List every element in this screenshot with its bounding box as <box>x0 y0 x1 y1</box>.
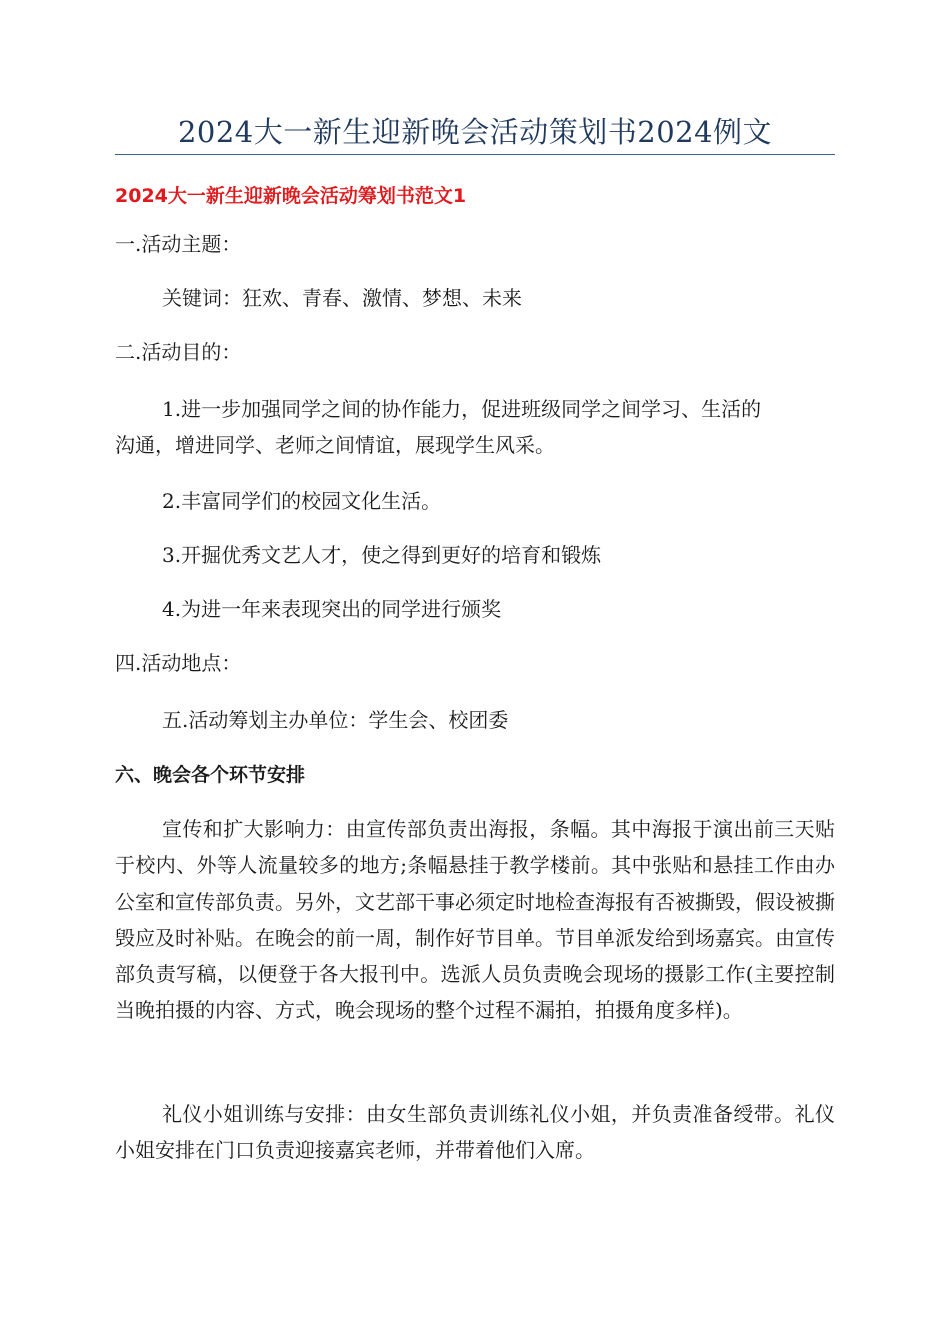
purpose-item-4: 4.为进一年来表现突出的同学进行颁奖 <box>162 597 502 621</box>
section-heading-theme: 一.活动主题： <box>115 232 242 256</box>
section-heading-purpose: 二.活动目的： <box>115 340 242 364</box>
section-heading-schedule: 六、晚会各个环节安排 <box>115 764 306 786</box>
title-underline <box>115 154 835 155</box>
subtitle: 2024大一新生迎新晚会活动筹划书范文1 <box>115 185 467 207</box>
section-heading-location: 四.活动地点： <box>115 651 242 675</box>
publicity-paragraph: 宣传和扩大影响力：由宣传部负责出海报，条幅。其中海报于演出前三天贴于校内、外等人流量较多的地方;条幅悬挂于教学楼前。其中张贴和悬挂工作由办公室和宣传部负责。另外，文艺部干事必须定时地检查海报有否被撕毁，假设被撕毁应及时补贴。在晚会的前一周，制作好节目单。节目单派发给到场嘉宾。由宣传部负责写稿，以便登于各大报刊中。选派人员负责晚会现场的摄影工作(主要控制当晚拍摄的内容、方式，晚会现场的整个过程不漏拍，拍摄角度多样)。 <box>115 817 835 1023</box>
document-title: 2024大一新生迎新晚会活动策划书2024例文 <box>177 115 773 149</box>
purpose-item-3: 3.开掘优秀文艺人才，使之得到更好的培育和锻炼 <box>162 543 602 567</box>
keywords-line: 关键词：狂欢、青春、激情、梦想、未来 <box>162 286 522 310</box>
purpose-item-1-line-1: 1.进一步加强同学之间的协作能力，促进班级同学之间学习、生活的 <box>162 397 762 421</box>
etiquette-paragraph: 礼仪小姐训练与安排：由女生部负责训练礼仪小姐，并负责准备绶带。礼仪小姐安排在门口负责迎接嘉宾老师，并带着他们入席。 <box>115 1102 835 1163</box>
purpose-item-1-line-2: 沟通，增进同学、老师之间情谊，展现学生风采。 <box>115 433 555 457</box>
purpose-item-2: 2.丰富同学们的校园文化生活。 <box>162 489 442 513</box>
organizer-line: 五.活动筹划主办单位：学生会、校团委 <box>162 708 509 732</box>
